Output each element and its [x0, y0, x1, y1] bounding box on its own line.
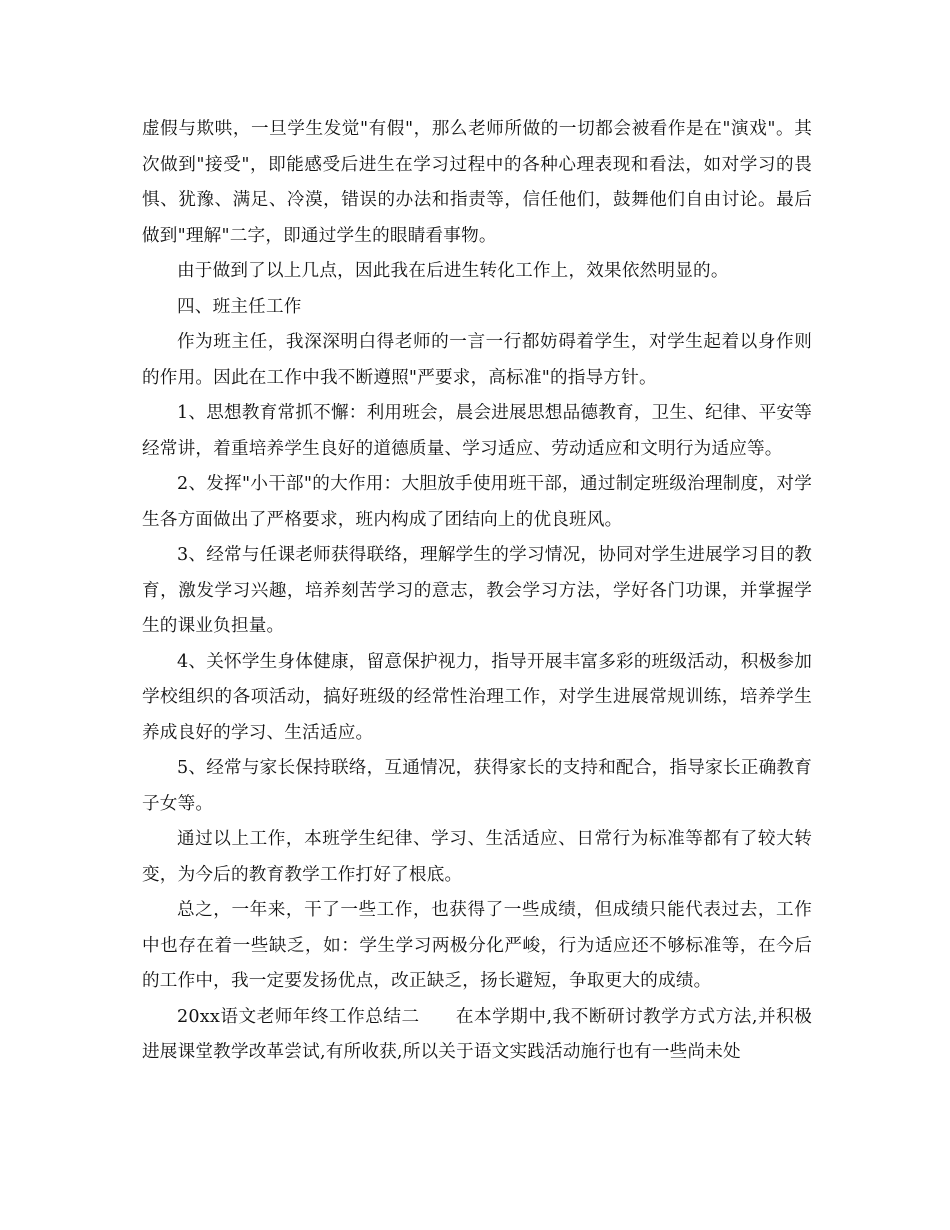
paragraph-3: 作为班主任，我深深明白得老师的一言一行都妨碍着学生，对学生起着以身作则的作用。因此在工作中我不断遵照"严要求，高标准"的指导方针。 — [142, 332, 812, 388]
paragraph-1: 虚假与欺哄，一旦学生发觉"有假"，那么老师所做的一切都会被看作是在"演戏"。其次做到"接受"，即能感受后进生在学习过程中的各种心理表现和看法，如对学习的畏惧、犹豫、满足、冷漠，错误的办法和指责等，信任他们，鼓舞他们自由讨论。最后做到"理解"二字，即通过学生的眼睛看事物。 — [142, 119, 812, 246]
list-item-5: 5、经常与家长保持联络，互通情况，获得家长的支持和配合，指导家长正确教育子女等。 — [142, 758, 812, 814]
list-item-2: 2、发挥"小干部"的大作用：大胆放手使用班干部，通过制定班级治理制度，对学生各方面做出了严格要求，班内构成了团结向上的优良班风。 — [142, 474, 812, 530]
paragraph-6 — [142, 1000, 812, 1071]
list-item-3: 3、经常与任课老师获得联络，理解学生的学习情况，协同对学生进展学习目的教育，激发学习兴趣，培养刻苦学习的意志，教会学习方法，学好各门功课，并掌握学生的课业负担量。 — [142, 545, 812, 636]
document-body — [142, 112, 812, 1071]
list-item-1: 1、思想教育常抓不懈：利用班会，晨会进展思想品德教育，卫生、纪律、平安等经常讲，着重培养学生良好的道德质量、学习适应、劳动适应和文明行为适应等。 — [142, 403, 812, 459]
inline-title: 20xx语文老师年终工作总结二 — [177, 1006, 420, 1027]
paragraph-5: 总之，一年来，干了一些工作，也获得了一些成绩，但成绩只能代表过去，工作中也存在着一些缺乏，如：学生学习两极分化严峻，行为适应还不够标准等，在今后的工作中，我一定要发扬优点，改正缺乏，扬长避短，争取更大的成绩。 — [142, 900, 812, 991]
paragraph-4: 通过以上工作，本班学生纪律、学习、生活适应、日常行为标准等都有了较大转变，为今后的教育教学工作打好了根底。 — [142, 829, 812, 885]
paragraph-2: 由于做到了以上几点，因此我在后进生转化工作上，效果依然明显的。 — [177, 261, 729, 281]
paragraph-6-text: 在本学期中,我不断研讨教学方式方法,并积极进展课堂教学改革尝试,有所收获,所以关于语文实践活动施行也有一些尚未处 — [142, 1006, 812, 1062]
list-item-4: 4、关怀学生身体健康，留意保护视力，指导开展丰富多彩的班级活动，积极参加学校组织的各项活动，搞好班级的经常性治理工作，对学生进展常规训练，培养学生养成良好的学习、生活适应。 — [142, 651, 812, 743]
section-heading-4: 四、班主任工作 — [177, 296, 302, 317]
